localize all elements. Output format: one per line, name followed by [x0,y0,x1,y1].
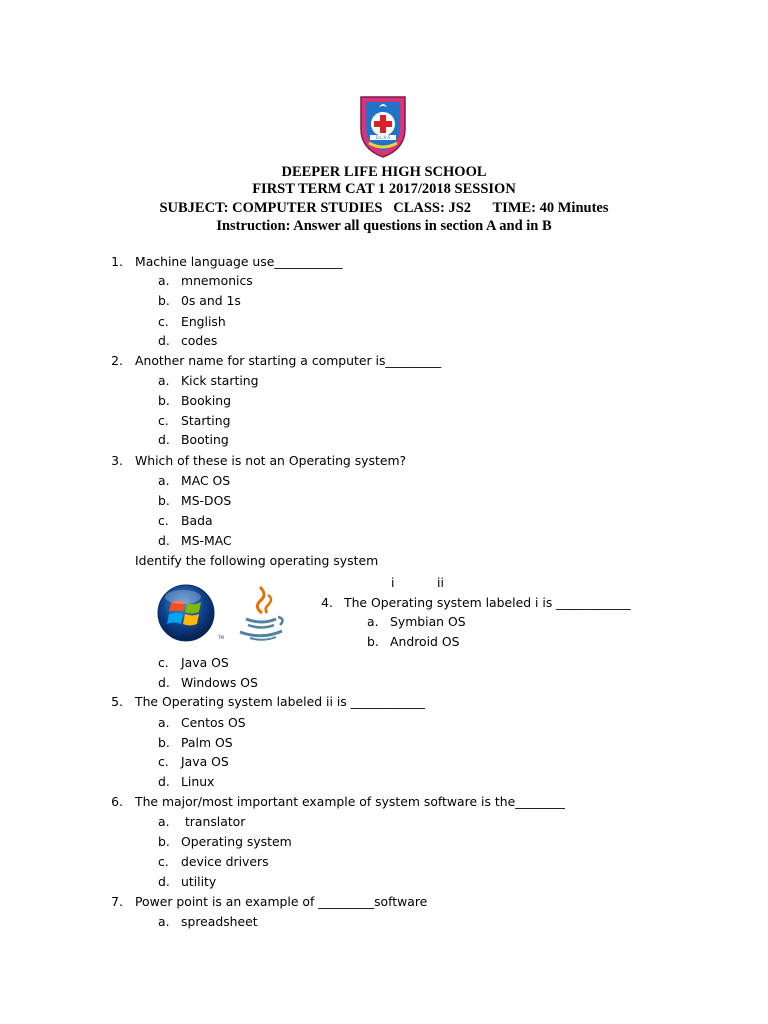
question-text: Another name for starting a computer is_________ [135,353,442,368]
option-letter: b. [158,293,170,308]
option-letter: a. [158,273,170,288]
option-letter: b. [158,834,170,849]
option-text: Java OS [181,655,229,670]
option-letter: c. [158,754,169,769]
option-text: Kick starting [181,373,259,388]
option-letter: b. [158,493,170,508]
option-letter: d. [158,774,170,789]
image-label-i: i [391,575,395,590]
option-letter: c. [158,854,169,869]
option-text: MS-MAC [181,533,232,548]
option-letter: d. [158,533,170,548]
option-letter: d. [158,432,170,447]
question-number: 4. [321,595,333,610]
identify-instruction: Identify the following operating system [135,553,379,568]
question-text: Which of these is not an Operating system? [135,453,407,468]
windows-logo-icon [150,583,224,646]
option-letter: a. [158,373,170,388]
option-text: MS-DOS [181,493,232,508]
question-text: The Operating system labeled ii is ____________ [135,694,426,709]
option-letter: a. [158,814,170,829]
option-letter: a. [367,614,379,629]
option-letter: c. [158,413,169,428]
question-text: Power point is an example of _________software [135,894,428,909]
option-letter: c. [158,314,169,329]
option-letter: a. [158,715,170,730]
option-letter: d. [158,675,170,690]
question-text: The major/most important example of system software is the________ [135,794,565,809]
option-text: Symbian OS [390,614,466,629]
option-text: 0s and 1s [181,293,241,308]
image-label-ii: ii [437,575,444,590]
svg-text:D.L.H.S: D.L.H.S [375,135,391,141]
option-text: spreadsheet [181,914,258,929]
option-letter: b. [158,393,170,408]
question-number: 7. [111,894,123,909]
school-logo [357,93,409,162]
school-name: DEEPER LIFE HIGH SCHOOL [281,164,487,180]
question-number: 5. [111,694,123,709]
option-text: Linux [181,774,215,789]
exam-term: FIRST TERM CAT 1 2017/2018 SESSION [252,181,516,197]
option-letter: a. [158,473,170,488]
option-text: Booking [181,393,231,408]
subject-line: SUBJECT: COMPUTER STUDIES CLASS: JS2 TIME: 40 Minutes [159,200,609,216]
question-number: 3. [111,453,123,468]
option-text: utility [181,874,217,889]
option-letter: b. [158,735,170,750]
java-logo-icon [234,585,290,646]
question-number: 1. [111,254,123,269]
option-letter: a. [158,914,170,929]
option-letter: d. [158,874,170,889]
option-text: mnemonics [181,273,253,288]
option-letter: c. [158,655,169,670]
option-text: Centos OS [181,715,246,730]
option-text: device drivers [181,854,269,869]
option-text: English [181,314,226,329]
svg-text:TM: TM [218,635,224,640]
question-text: The Operating system labeled i is ____________ [344,595,631,610]
option-text: Java OS [181,754,229,769]
question-number: 6. [111,794,123,809]
instruction: Instruction: Answer all questions in section A and in B [216,218,552,234]
option-letter: d. [158,333,170,348]
option-text: MAC OS [181,473,231,488]
option-text: Operating system [181,834,292,849]
option-text: codes [181,333,218,348]
option-text: Palm OS [181,735,233,750]
option-text: translator [181,814,246,829]
option-text: Windows OS [181,675,258,690]
option-letter: b. [367,634,379,649]
question-number: 2. [111,353,123,368]
option-letter: c. [158,513,169,528]
option-text: Booting [181,432,229,447]
question-text: Machine language use___________ [135,254,343,269]
option-text: Android OS [390,634,460,649]
option-text: Starting [181,413,231,428]
option-text: Bada [181,513,213,528]
